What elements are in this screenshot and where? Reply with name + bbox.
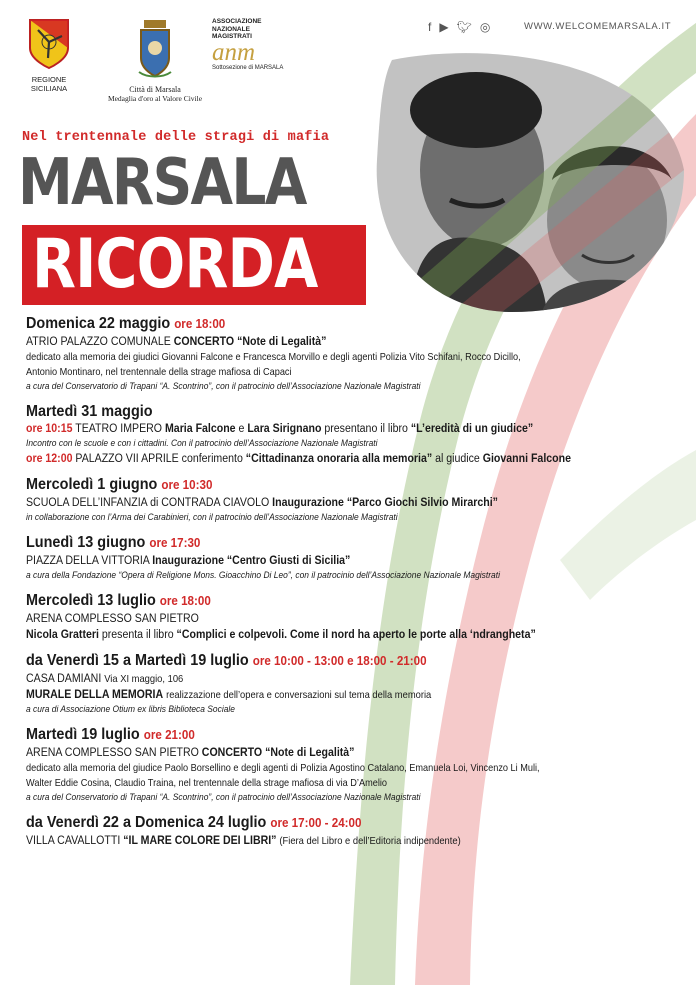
event-time: ore 12:00	[26, 453, 73, 465]
event-desc: dedicato alla memoria dei giudici Giovanni Falcone e Francesca Morvillo e degli agenti Polizia Vito Schifani, Rocco Dicillo,	[26, 352, 521, 363]
event-date: da Venerdì 22 a Domenica 24 luglio	[26, 814, 267, 831]
event-note: Incontro con le scuole e con i cittadini. Con il patrocinio dell’Associazione Nazionale Magistrati	[26, 438, 378, 449]
event-header	[26, 813, 631, 833]
event-list	[26, 314, 676, 857]
twitter-icon[interactable]: 🐦︎	[456, 20, 472, 34]
event-header	[26, 651, 631, 671]
website-link[interactable]: WWW.WELCOMEMARSALA.IT	[524, 21, 672, 32]
hero-title-ricorda: RICORDA	[32, 225, 318, 304]
event-header	[26, 533, 631, 553]
event-line	[26, 451, 624, 467]
event-date: Mercoledì 1 giugno	[26, 476, 158, 493]
event-person: Nicola Gratteri	[26, 629, 99, 641]
event-5	[26, 591, 676, 643]
event-time: ore 18:00	[159, 594, 211, 608]
event-note: a cura del Conservatorio di Trapani “A. Scontrino”, con il patrocinio dell’Associazione Nazionale Magistrati	[26, 792, 421, 803]
event-line	[26, 627, 624, 643]
event-date: Mercoledì 13 luglio	[26, 592, 156, 609]
event-place-line	[26, 495, 624, 511]
event-text: presentano il libro	[324, 423, 408, 435]
event-time: ore 10:15	[26, 423, 73, 435]
event-header: Martedì 31 maggio	[26, 403, 153, 420]
anm-line-2: NAZIONALE	[212, 25, 250, 33]
event-kind: CONCERTO	[173, 336, 235, 348]
hero-tagline: Nel trentennale delle stragi di mafia	[22, 130, 330, 145]
anm-subsection: Sottosezione di MARSALA	[212, 64, 284, 71]
event-place: SCUOLA DELL’INFANZIA di CONTRADA CIAVOLO	[26, 497, 270, 509]
city-medal: Medaglia d'oro al Valore Civile	[107, 94, 203, 103]
youtube-icon[interactable]: ▶	[439, 20, 449, 34]
event-note: in collaborazione con l’Arma dei Carabinieri, con il patrocinio dell’Associazione Nazionale Magistrati	[26, 512, 398, 523]
event-time: ore 10:00 - 13:00 e 18:00 - 21:00	[252, 654, 427, 668]
event-desc: (Fiera del Libro e dell’Editoria indipendente)	[279, 836, 461, 847]
event-place: ATRIO PALAZZO COMUNALE	[26, 336, 171, 348]
event-time: ore 18:00	[174, 317, 226, 331]
event-2	[26, 402, 676, 467]
event-person: Lara Sirignano	[247, 423, 322, 435]
event-desc: Walter Eddie Cosina, Claudio Traina, nel trentennale della strage mafiosa di via D’Amelio	[26, 778, 387, 789]
event-time: ore 21:00	[143, 728, 195, 742]
event-7	[26, 725, 676, 805]
event-place-line	[26, 745, 624, 761]
event-3	[26, 475, 676, 525]
event-title: “Complici e colpevoli. Come il nord ha aperto le porte alla ‘ndrangheta”	[176, 629, 536, 641]
event-4	[26, 533, 676, 583]
event-header	[26, 725, 631, 745]
event-place-line	[26, 671, 624, 687]
event-text: al giudice	[435, 453, 480, 465]
event-note: a cura di Associazione Otium ex libris Biblioteca Sociale	[26, 704, 235, 715]
event-person: Giovanni Falcone	[482, 453, 571, 465]
anm-wordmark: anm	[212, 38, 256, 66]
sicily-shield-icon	[28, 18, 70, 70]
event-title: Inaugurazione “Centro Giusti di Sicilia”	[152, 555, 351, 567]
event-place: ARENA COMPLESSO SAN PIETRO	[26, 613, 199, 625]
social-links	[428, 20, 490, 34]
anm-line-1: ASSOCIAZIONE	[212, 18, 262, 25]
anm-line-3: MAGISTRATI	[212, 33, 252, 40]
event-line	[26, 421, 624, 437]
event-address: Via XI maggio, 106	[104, 674, 184, 685]
event-title: “Note di Legalità”	[237, 336, 327, 348]
event-note: a cura del Conservatorio di Trapani “A. Scontrino”, con il patrocinio dell’Associazione Nazionale Magistrati	[26, 381, 421, 392]
event-place-line	[26, 833, 624, 849]
event-place-line	[26, 553, 624, 569]
hero-photo	[372, 50, 684, 312]
event-desc: dedicato alla memoria del giudice Paolo Borsellino e degli agenti di Polizia Agostino Catalano, Emanuela Loi, Vincenzo Li Muli,	[26, 763, 540, 774]
citta-di-marsala-logo	[100, 18, 210, 103]
event-title: “Cittadinanza onoraria alla memoria”	[245, 453, 433, 465]
event-place: VILLA CAVALLOTTI	[26, 835, 121, 847]
event-place: TEATRO IMPERO	[75, 423, 163, 435]
event-title: “L’eredità di un giudice”	[410, 423, 534, 435]
event-title: Inaugurazione “Parco Giochi Silvio Mirarchi”	[272, 497, 498, 509]
event-date: Martedì 19 luglio	[26, 726, 140, 743]
event-title: “Note di Legalità”	[265, 747, 355, 759]
event-header	[26, 475, 631, 495]
event-desc: realizzazione dell’opera e conversazioni sul tema della memoria	[166, 690, 432, 701]
region-caption: REGIONE SICILIANA	[30, 75, 68, 93]
event-6	[26, 651, 676, 717]
event-header	[26, 314, 631, 334]
city-crest-icon	[135, 18, 175, 80]
event-title: MURALE DELLA MEMORIA	[26, 689, 164, 701]
event-time: ore 10:30	[161, 478, 213, 492]
event-kind: CONCERTO	[201, 747, 263, 759]
regione-siciliana-logo	[18, 18, 80, 93]
event-person: Maria Falcone	[164, 423, 236, 435]
event-place: PALAZZO VII APRILE	[75, 453, 179, 465]
event-time: ore 17:30	[149, 536, 201, 550]
event-desc: Antonio Montinaro, nel trentennale della strage mafiosa di Capaci	[26, 367, 292, 378]
city-name: Città di Marsala	[129, 85, 181, 94]
event-time: ore 17:00 - 24:00	[270, 816, 362, 830]
event-title: “IL MARE COLORE DEI LIBRI”	[123, 835, 277, 847]
anm-logo	[212, 18, 322, 71]
event-conjunction: e	[238, 423, 245, 435]
event-place: ARENA COMPLESSO SAN PIETRO	[26, 747, 199, 759]
event-note: a cura della Fondazione “Opera di Religione Mons. Gioacchino Di Leo”, con il patrocinio dell’Associazione Nazionale Magistrati	[26, 570, 500, 581]
event-8	[26, 813, 676, 849]
hero-title-marsala: MARSALA	[18, 146, 306, 220]
event-line	[26, 687, 624, 703]
event-place: PIAZZA DELLA VITTORIA	[26, 555, 150, 567]
event-date: Domenica 22 maggio	[26, 315, 171, 332]
event-date: da Venerdì 15 a Martedì 19 luglio	[26, 652, 249, 669]
event-text: presenta il libro	[101, 629, 174, 641]
hero-title-banner	[22, 225, 366, 305]
facebook-icon[interactable]: f	[428, 20, 432, 34]
event-place: CASA DAMIANI	[26, 673, 102, 685]
event-text: conferimento	[181, 453, 243, 465]
event-place-line	[26, 334, 624, 350]
event-1	[26, 314, 676, 394]
event-date: Lunedì 13 giugno	[26, 534, 146, 551]
instagram-icon[interactable]: ◎	[479, 20, 491, 34]
event-header	[26, 591, 631, 611]
